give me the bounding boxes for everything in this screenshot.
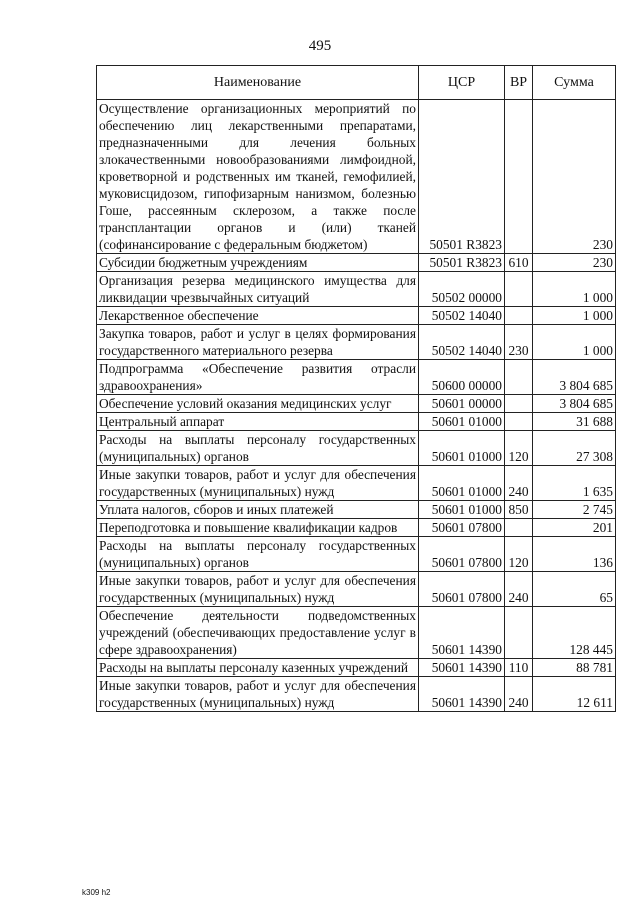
cell-csr: 50501 R3823 [419, 100, 505, 254]
cell-csr: 50601 01000 [419, 466, 505, 501]
cell-csr: 50601 14390 [419, 607, 505, 659]
cell-sum: 12 611 [533, 677, 616, 712]
cell-csr: 50601 14390 [419, 659, 505, 677]
cell-sum: 1 000 [533, 325, 616, 360]
cell-sum: 31 688 [533, 413, 616, 431]
cell-name: Обеспечение условий оказания медицинских услуг [97, 395, 419, 413]
cell-name: Переподготовка и повышение квалификации кадров [97, 519, 419, 537]
table-row [97, 413, 616, 431]
table-row [97, 659, 616, 677]
table-row [97, 307, 616, 325]
cell-name: Расходы на выплаты персоналу государственных (муниципальных) органов [97, 537, 419, 572]
cell-vr [505, 100, 533, 254]
cell-sum: 3 804 685 [533, 395, 616, 413]
cell-vr [505, 413, 533, 431]
cell-csr: 50601 07800 [419, 572, 505, 607]
cell-sum: 88 781 [533, 659, 616, 677]
cell-csr: 50502 14040 [419, 325, 505, 360]
budget-table [96, 65, 616, 712]
cell-csr: 50601 00000 [419, 395, 505, 413]
header-vr: ВР [505, 66, 533, 100]
cell-name: Иные закупки товаров, работ и услуг для обеспечения государственных (муниципальных) нужд [97, 572, 419, 607]
cell-csr: 50601 14390 [419, 677, 505, 712]
cell-sum: 136 [533, 537, 616, 572]
table-row [97, 360, 616, 395]
cell-csr: 50502 00000 [419, 272, 505, 307]
cell-name: Подпрограмма «Обеспечение развития отрасли здравоохранения» [97, 360, 419, 395]
footer-code: k309 h2 [82, 888, 111, 897]
cell-vr: 120 [505, 431, 533, 466]
cell-name: Иные закупки товаров, работ и услуг для обеспечения государственных (муниципальных) нужд [97, 677, 419, 712]
cell-name: Обеспечение деятельности подведомственных учреждений (обеспечивающих предоставление услуг в сфере здравоохранения) [97, 607, 419, 659]
cell-csr: 50601 01000 [419, 431, 505, 466]
cell-sum: 1 635 [533, 466, 616, 501]
page-number: 495 [308, 38, 332, 54]
cell-csr: 50502 14040 [419, 307, 505, 325]
table-row [97, 100, 616, 254]
table-row [97, 431, 616, 466]
cell-name: Расходы на выплаты персоналу государственных (муниципальных) органов [97, 431, 419, 466]
cell-vr [505, 360, 533, 395]
cell-vr: 240 [505, 677, 533, 712]
cell-sum: 201 [533, 519, 616, 537]
cell-sum: 128 445 [533, 607, 616, 659]
cell-csr: 50601 07800 [419, 519, 505, 537]
table-row [97, 537, 616, 572]
table-row [97, 607, 616, 659]
cell-csr: 50601 01000 [419, 413, 505, 431]
cell-sum: 230 [533, 254, 616, 272]
cell-vr: 610 [505, 254, 533, 272]
cell-csr: 50601 01000 [419, 501, 505, 519]
cell-name: Расходы на выплаты персоналу казенных учреждений [97, 659, 419, 677]
table-header-row [97, 66, 616, 100]
table-row [97, 677, 616, 712]
cell-name: Субсидии бюджетным учреждениям [97, 254, 419, 272]
cell-name: Организация резерва медицинского имущества для ликвидации чрезвычайных ситуаций [97, 272, 419, 307]
cell-sum: 1 000 [533, 307, 616, 325]
table-row [97, 572, 616, 607]
cell-vr [505, 607, 533, 659]
cell-sum: 3 804 685 [533, 360, 616, 395]
cell-vr: 240 [505, 466, 533, 501]
cell-csr: 50600 00000 [419, 360, 505, 395]
header-csr: ЦСР [419, 66, 505, 100]
cell-vr: 110 [505, 659, 533, 677]
table-row [97, 395, 616, 413]
header-name: Наименование [97, 66, 419, 100]
cell-vr [505, 519, 533, 537]
cell-csr: 50501 R3823 [419, 254, 505, 272]
cell-sum: 2 745 [533, 501, 616, 519]
header-sum: Сумма [533, 66, 616, 100]
table-row [97, 519, 616, 537]
cell-vr: 240 [505, 572, 533, 607]
cell-vr: 230 [505, 325, 533, 360]
cell-vr [505, 307, 533, 325]
cell-sum: 1 000 [533, 272, 616, 307]
cell-sum: 65 [533, 572, 616, 607]
cell-sum: 27 308 [533, 431, 616, 466]
cell-name: Центральный аппарат [97, 413, 419, 431]
table-row [97, 272, 616, 307]
cell-vr: 120 [505, 537, 533, 572]
cell-vr [505, 272, 533, 307]
cell-sum: 230 [533, 100, 616, 254]
cell-name: Уплата налогов, сборов и иных платежей [97, 501, 419, 519]
cell-name: Закупка товаров, работ и услуг в целях формирования государственного материального резерва [97, 325, 419, 360]
table-row [97, 466, 616, 501]
cell-name: Лекарственное обеспечение [97, 307, 419, 325]
cell-csr: 50601 07800 [419, 537, 505, 572]
cell-name: Иные закупки товаров, работ и услуг для обеспечения государственных (муниципальных) нужд [97, 466, 419, 501]
cell-name: Осуществление организационных мероприятий по обеспечению лиц лекарственными препаратами, предназначенными для лечения больных злокачественными новообразованиями лимфоидной, кроветворной и родственных им тканей, гемофилией, муковисцидозом, гипофизарным нанизмом, болезнью Гоше, рассеянным склерозом, а также после трансплантации органов и (или) тканей (софинансирование с федеральным бюджетом) [97, 100, 419, 254]
table-row [97, 501, 616, 519]
cell-vr: 850 [505, 501, 533, 519]
table-row [97, 325, 616, 360]
cell-vr [505, 395, 533, 413]
table-row [97, 254, 616, 272]
